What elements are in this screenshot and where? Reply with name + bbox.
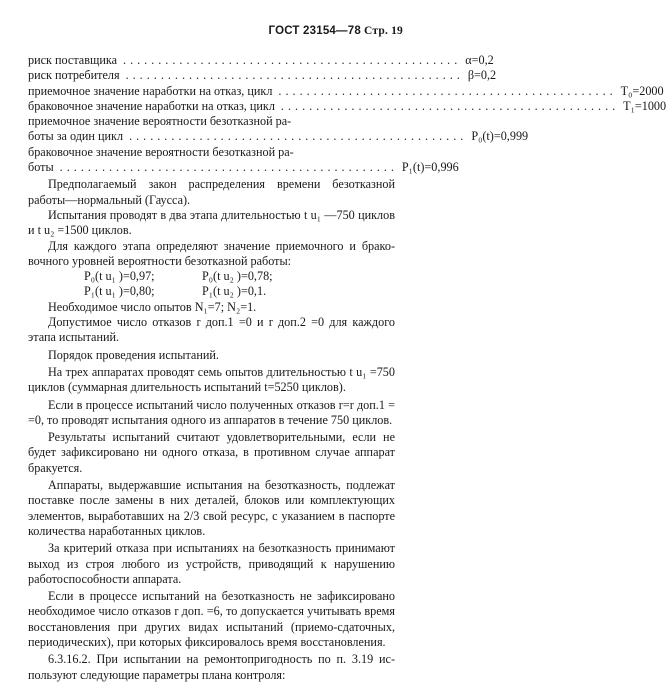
probability-row: P₁(t u₁ )=0,80; P₁(t u₂ )=0,1. [84,284,267,299]
paragraph: Если в процессе испытаний на безотказность не зафиксировано необходимое число отказов r доп. =6, то допускается учитывать время восстановления при других видах испытаний (приемо-сдаточных, периодических), при которых фиксировалось время восстановления. [28,589,395,649]
paragraph: 6.3.16.2. При испытании на ремонтопригодность по п. 3.19 используют следующие параметры плана контроля: [28,652,395,682]
param-row: приемочное значение наработки на отказ, цикл ................................................ T₀=2000 [28,83,664,98]
paragraph: Результаты испытаний считают удовлетворительными, если не будет зафиксировано ни одного отказа, в противном случае аппарат бракуется. [28,430,395,475]
page-header [269,24,404,39]
param-row: риск поставщика ................................................ α=0,2 [28,53,494,67]
param-row: приемочное значение вероятности безотказной ра- боты за один цикл ................................................ P₀(t)=0,999 [28,114,529,144]
paragraph: За критерий отказа при испытаниях на безотказность принимают выход из строя любого из устройств, приводящий к нарушению работоспособности аппарата. [28,541,395,586]
param-row: браковочное значение вероятности безотказной ра- боты ................................................ P₁(t)=0,996 [28,144,459,175]
paragraph: На трех аппаратах проводят семь опытов длительностью t u₁ =750 циклов (суммарная длительность испытаний t=5250 циклов). [28,364,395,395]
paragraph: Порядок проведения испытаний. [48,347,219,362]
control-plan-parameters [28,53,666,175]
probability-row: P₀(t u₁ )=0,97; P₀(t u₂ )=0,78; [84,269,273,284]
paragraph: Предполагаемый закон распределения времени безотказной работы—нормальный (Гаусса). [28,177,395,207]
param-row: браковочное значение наработки на отказ, цикл ................................................ T₁=1000 [28,98,666,113]
paragraph: Для каждого этапа определяют значение приемочного и браковочного уровней вероятности безотказной работы: [28,238,395,268]
param-row: риск потребителя ................................................ β=0,2 [28,68,497,83]
paragraph: Необходимое число опытов N₁=7; N₂=1. [48,299,257,314]
paragraph: Допустимое число отказов r доп.1 =0 и r доп.2 =0 для каждого этапа испытаний. [28,315,395,345]
page-number: Стр. 19 [364,25,403,37]
paragraph: Аппараты, выдержавшие испытания на безотказность, подлежат поставке после замены в них деталей, блоков или комплектующих элементов, выработавших на 2/3 свой ресурс, с указанием в паспорте количества наработанных циклов. [28,478,395,538]
body-text [28,177,395,683]
paragraph: Если в процессе испытаний число полученных отказов r=r доп.1 = =0, то проводят испытания одного из аппаратов в течение 750 циклов. [28,397,395,427]
standard-number: ГОСТ 23154—78 [268,25,361,37]
paragraph: Испытания проводят в два этапа длительностью t u₁ —750 циклов и t u₂ =1500 циклов. [28,207,395,238]
